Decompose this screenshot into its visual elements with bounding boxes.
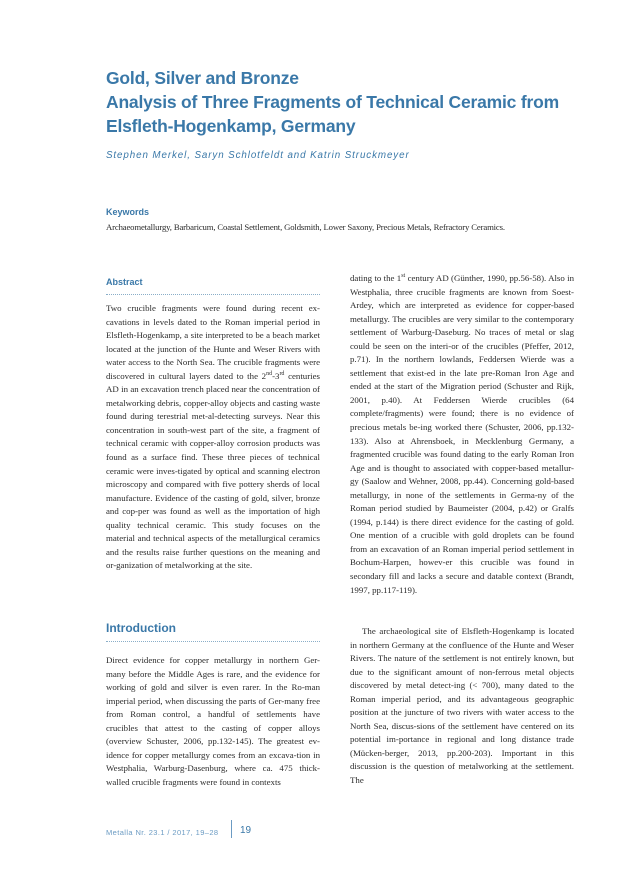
right-p1-text-b: century AD (Günther, 1990, pp.56-58). Also in Westphalia, three crucible fragments are known from Soest-Ardey, which are interpreted as evidence for copper-based metallurgy. The crucibles are very similar to the contemporary settlement of Warburg-Daseburg. No traces of metal or slag could be seen on the interi-or of the crucibles (Pfeffer, 2012, p.71). In the northern lowlands, Feddersen Wierde was a settlement that exist-ed in the late pre-Roman Iron Age and ended at the start of the Migration period (Schuster and Rijk, 2001, p.40). At Feddersen Wierde crucibles (64 complete/fragments) were found; there is no evidence of precious metals be-ing worked there (Schuster, 2006, pp.132-133). Also at Ahrensboek, in Mecklenburg Germany, a fragmented crucible was found dating to the early Roman Iron Age and is thought to associated with copper-based metallur-gy (Saalow and Wehner, 2008, pp.44). Concerning gold-based metallurgy, in none of the settlements in Germa-ny of the Roman period studied by Baumeister (2004, p.42) or Gralfs (1994, p.144) is there direct evidence for the casting of gold. One mention of a crucible with gold droplets can be found from an excavation of an Roman imperial period settlement in Bochum-Harpen, howev-er this crucible was found in secondary fill and lacks a secure and datable context (Brandt, 1997, pp.117-119). xyxy=(350,273,574,595)
page-number: 19 xyxy=(240,825,252,836)
abstract-text-a: Two crucible fragments were found during recent ex-cavations in levels dated to the Roman imperial period in Elsfleth-Hogenkamp, a site interpreted to be a beach market located at the junction of the Hunte and Weser Rivers with water access to the North Sea. The crucible fragments were discovered in cultural layers dated to the 2 xyxy=(106,303,320,381)
abstract-sup-b: rd xyxy=(279,370,285,377)
right-p1-text-a: dating to the 1 xyxy=(350,273,402,283)
abstract-text-c: centuries AD in an excavation trench placed near the concentration of metalworking debris, copper-alloy objects and casting waste found during terestrial met-al-detecting surveys. Near this concentration in south-west part of the site, a fragment of technical ceramic with copper-alloy corrosion products was found as a surface find. These three pieces of technical ceramic were inves-tigated by optical and scanning electron microscopy and compared with five pottery sherds of local manufacture. Evidence of the casting of gold, silver, bronze and cop-per was found as well as the importation of high quality technical ceramic. This study focuses on the material and technical aspects of the metallurgical ceramics and the results raise further questions on the meaning and or-ganization of metalworking at the site. xyxy=(106,370,320,571)
abstract-text-b: -3 xyxy=(272,370,280,381)
footer-separator xyxy=(231,820,232,838)
title-line-1: Gold, Silver and Bronze xyxy=(106,68,299,88)
title-line-2: Analysis of Three Fragments of Technical Ceramic from xyxy=(106,92,559,112)
right-column-paragraph-2: The archaeological site of Elsfleth-Hogenkamp is located in northern Germany at the confluence of the Hunte and Weser Rivers. The nature of the settlement is not entirely known, but due to the significant amount of non-ferrous metal objects discovered by metal detect-ing (< 700), many dated to the Roman imperial period, and its advantageous geographic position at the juncture of two rivers with water access to the North Sea, discus-sions of the settlement have centered on its potential im-portance in regional and long distance trade (Mücken-berger, 2013, pp.200-203). Important in this discussion is the question of metalworking at the settlement. The xyxy=(350,626,574,786)
introduction-text: Direct evidence for copper metallurgy in northern Ger-many before the Middle Ages is rare, and the evidence for working of gold and silver is even rarer. In the Ro-man imperial period, when discussing the parts of Ger-many free from Roman control, a handful of settlements have crucibles that attest to the casting of copper alloys (overview Schuster, 2006, pp.132-145). The greatest ev-idence for copper metallurgy comes from an excava-tion in Westphalia, Warburg-Dasenburg, where ca. 475 thick-walled crucible fragments were found in contexts xyxy=(106,655,320,787)
abstract-divider xyxy=(106,294,320,295)
introduction-heading: Introduction xyxy=(106,621,176,635)
keywords-text: Archaeometallurgy, Barbaricum, Coastal Settlement, Goldsmith, Lower Saxony, Precious Metals, Refractory Ceramics. xyxy=(106,222,505,232)
title-line-3: Elsfleth-Hogenkamp, Germany xyxy=(106,116,356,136)
article-title xyxy=(106,66,606,138)
abstract-sup-a: nd xyxy=(266,370,273,377)
abstract-heading: Abstract xyxy=(106,277,143,287)
keywords-heading: Keywords xyxy=(106,207,150,217)
introduction-divider xyxy=(106,641,320,642)
right-p1-sup: st xyxy=(401,273,406,280)
abstract-text xyxy=(106,302,320,573)
authors: Stephen Merkel, Saryn Schlotfeldt and Katrin Struckmeyer xyxy=(106,150,410,161)
footer-journal: Metalla Nr. 23.1 / 2017, 19–28 xyxy=(106,828,219,837)
right-column-paragraph-1 xyxy=(350,272,574,597)
